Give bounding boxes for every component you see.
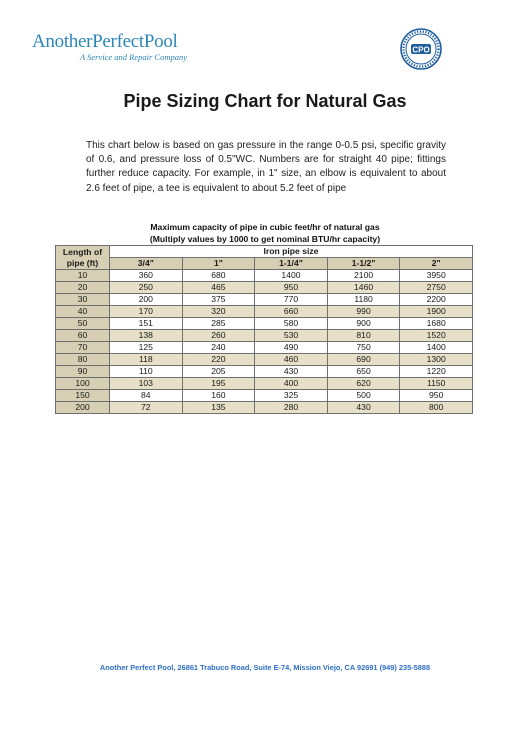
capacity-cell: 490 [255,342,328,354]
capacity-cell: 1520 [400,330,473,342]
table-row [56,306,473,318]
capacity-cell: 118 [110,354,183,366]
capacity-cell: 138 [110,330,183,342]
pipe-length-cell: 20 [56,282,110,294]
logo-name: AnotherPerfectPool [32,31,178,52]
capacity-cell: 125 [110,342,183,354]
table-row [56,330,473,342]
table-row [56,294,473,306]
table-row [56,282,473,294]
page-title: Pipe Sizing Chart for Natural Gas [123,91,407,111]
table-caption-line1: Maximum capacity of pipe in cubic feet/hr of natural gas [150,222,380,232]
capacity-cell: 103 [110,378,183,390]
capacity-cell: 690 [327,354,400,366]
pipe-capacity-table [55,245,473,414]
pipe-length-cell: 80 [56,354,110,366]
pipe-length-cell: 150 [56,390,110,402]
column-header: 1-1/2" [327,258,400,270]
column-header: 1" [182,258,255,270]
capacity-cell: 770 [255,294,328,306]
capacity-cell: 1680 [400,318,473,330]
capacity-cell: 195 [182,378,255,390]
table-row [56,378,473,390]
row-header-length [56,246,110,270]
column-header: 3/4" [110,258,183,270]
capacity-cell: 430 [327,402,400,414]
capacity-cell: 375 [182,294,255,306]
capacity-cell: 260 [182,330,255,342]
capacity-cell: 1400 [255,270,328,282]
capacity-cell: 810 [327,330,400,342]
capacity-cell: 240 [182,342,255,354]
capacity-cell: 135 [182,402,255,414]
pipe-length-cell: 50 [56,318,110,330]
capacity-cell: 660 [255,306,328,318]
capacity-cell: 72 [110,402,183,414]
capacity-cell: 500 [327,390,400,402]
footer-address: Another Perfect Pool, 26861 Trabuco Road, Suite E-74, Mission Viejo, CA 92691 (949) 235-5888 [99,663,431,672]
capacity-cell: 1180 [327,294,400,306]
pipe-length-cell: 100 [56,378,110,390]
pipe-length-cell: 10 [56,270,110,282]
table-row [56,318,473,330]
table-row [56,342,473,354]
capacity-cell: 200 [110,294,183,306]
capacity-cell: 990 [327,306,400,318]
table-row [56,390,473,402]
capacity-cell: 620 [327,378,400,390]
capacity-cell: 1900 [400,306,473,318]
logo-tagline: A Service and Repair Company [80,52,188,62]
table-row [56,366,473,378]
capacity-cell: 2100 [327,270,400,282]
capacity-cell: 151 [110,318,183,330]
pipe-length-cell: 90 [56,366,110,378]
pipe-length-cell: 70 [56,342,110,354]
company-logo [32,32,202,63]
capacity-cell: 220 [182,354,255,366]
row-header-line2: pipe (ft) [66,257,99,268]
capacity-cell: 360 [110,270,183,282]
pipe-length-cell: 40 [56,306,110,318]
table-caption [0,221,530,245]
capacity-cell: 280 [255,402,328,414]
certification-seal-icon [400,28,442,70]
capacity-cell: 250 [110,282,183,294]
table-row [56,270,473,282]
capacity-cell: 750 [327,342,400,354]
pipe-length-cell: 30 [56,294,110,306]
capacity-cell: 530 [255,330,328,342]
capacity-cell: 2200 [400,294,473,306]
table-caption-line2: (Multiply values by 1000 to get nominal BTU/hr capacity) [149,234,381,244]
intro-paragraph: This chart below is based on gas pressure in the range 0-0.5 psi, specific gravity of 0.6, and pressure loss of 0.5"WC. Numbers are for straight 40 pipe; fittings further reduce capacity. For example, in 1" size, an elbow is equivalent to about 2.6 feet of pipe, a tee is equivalent to about 5.2 feet of pipe [86,140,446,194]
capacity-cell: 1150 [400,378,473,390]
group-header-iron-pipe-size: Iron pipe size [110,246,473,258]
capacity-cell: 325 [255,390,328,402]
pipe-length-cell: 60 [56,330,110,342]
capacity-cell: 680 [182,270,255,282]
seal-text: CPO [412,45,430,55]
capacity-cell: 650 [327,366,400,378]
capacity-cell: 1300 [400,354,473,366]
capacity-cell: 1220 [400,366,473,378]
capacity-cell: 950 [400,390,473,402]
capacity-cell: 900 [327,318,400,330]
table-row [56,354,473,366]
capacity-cell: 465 [182,282,255,294]
row-header-line1: Length of [62,246,103,257]
capacity-cell: 160 [182,390,255,402]
capacity-cell: 460 [255,354,328,366]
capacity-cell: 580 [255,318,328,330]
capacity-cell: 1400 [400,342,473,354]
column-header: 1-1/4" [255,258,328,270]
capacity-cell: 2750 [400,282,473,294]
capacity-cell: 285 [182,318,255,330]
capacity-cell: 1460 [327,282,400,294]
capacity-cell: 400 [255,378,328,390]
capacity-cell: 320 [182,306,255,318]
capacity-cell: 205 [182,366,255,378]
capacity-cell: 170 [110,306,183,318]
pipe-length-cell: 200 [56,402,110,414]
table-row [56,402,473,414]
capacity-cell: 950 [255,282,328,294]
column-header: 2" [400,258,473,270]
capacity-cell: 430 [255,366,328,378]
capacity-cell: 3950 [400,270,473,282]
capacity-cell: 110 [110,366,183,378]
capacity-cell: 800 [400,402,473,414]
capacity-cell: 84 [110,390,183,402]
